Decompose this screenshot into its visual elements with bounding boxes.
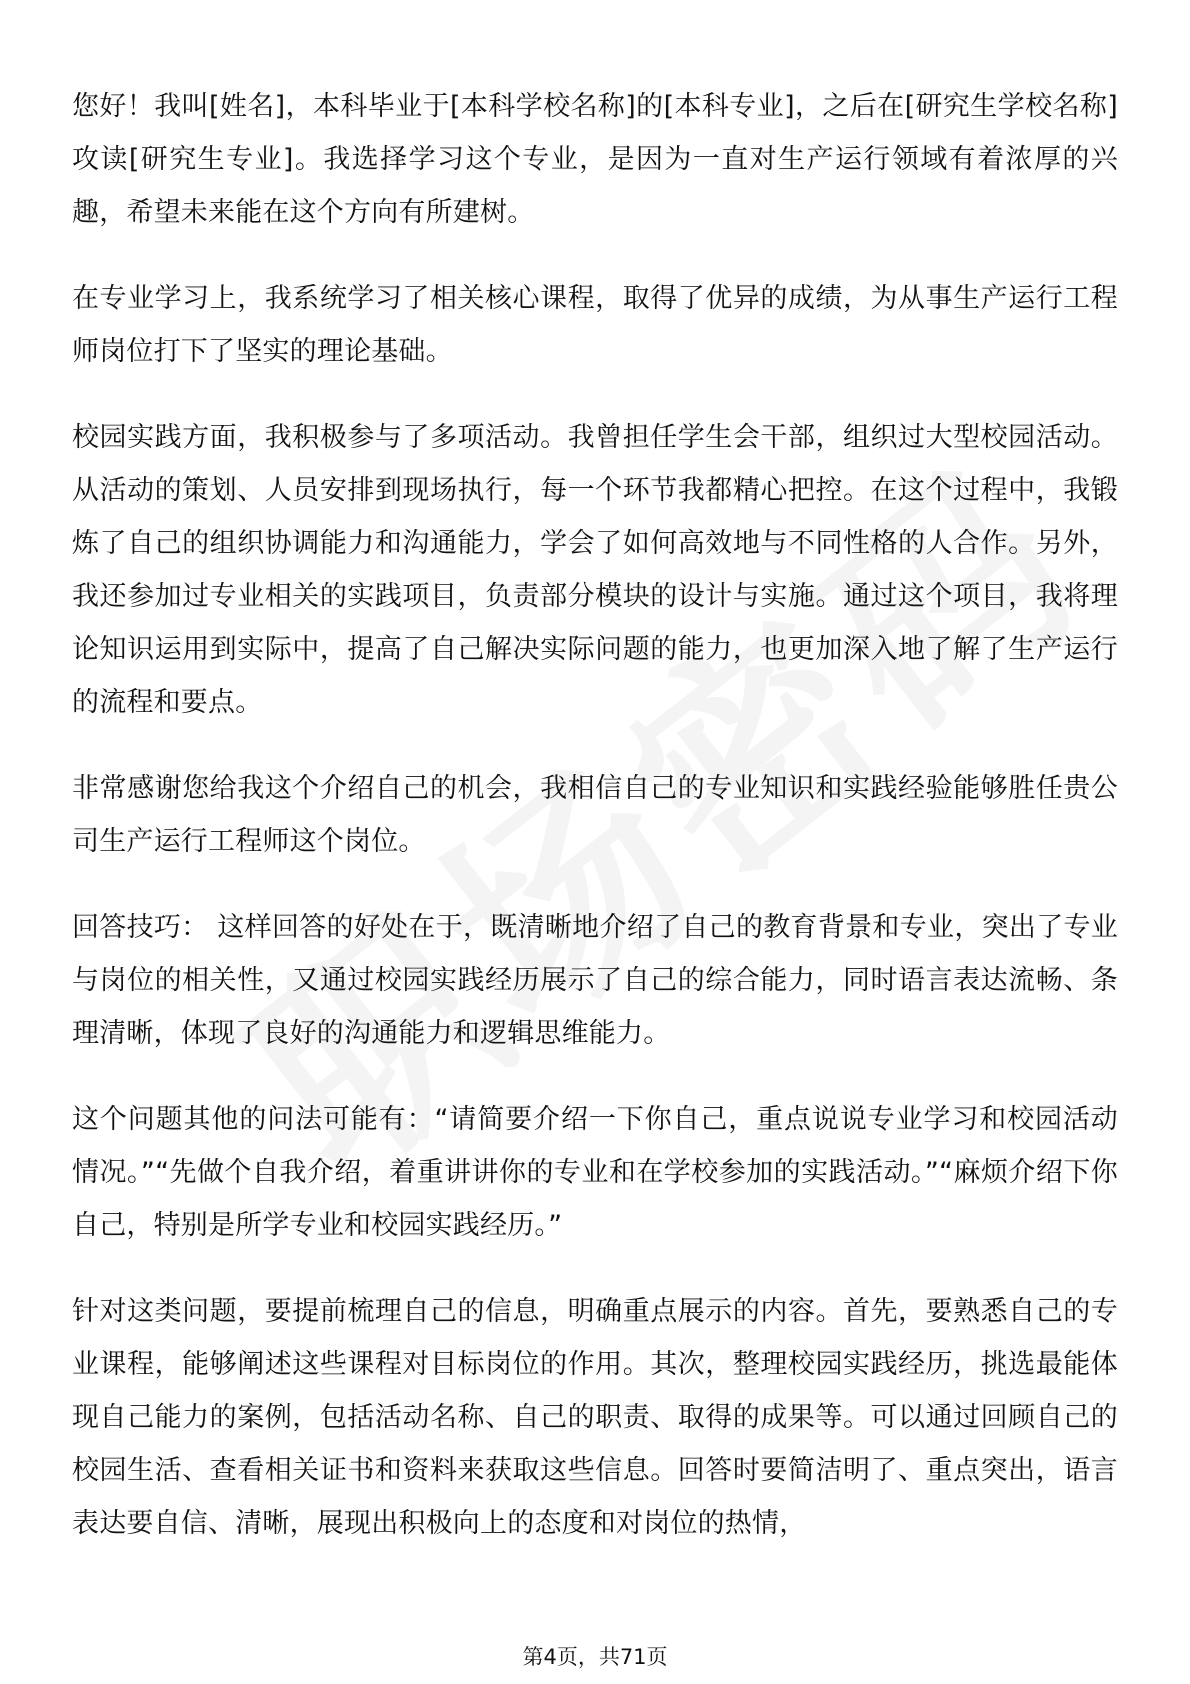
paragraph-closing-thanks: 非常感谢您给我这个介绍自己的机会，我相信自己的专业知识和实践经验能够胜任贵公司生产运行工程师这个岗位。 bbox=[72, 773, 1118, 857]
page-number-footer: 第4页，共71页 bbox=[522, 1645, 668, 1669]
paragraph-answer-tips: 回答技巧： 这样回答的好处在于，既清晰地介绍了自己的教育背景和专业，突出了专业与岗位的相关性，又通过校园实践经历展示了自己的综合能力，同时语言表达流畅、条理清晰，体现了良好的沟通能力和逻辑思维能力。 bbox=[72, 912, 1118, 1049]
paragraph-professional-study: 在专业学习上，我系统学习了相关核心课程，取得了优异的成绩，为从事生产运行工程师岗位打下了坚实的理论基础。 bbox=[72, 283, 1118, 367]
paragraph-self-introduction: 您好！我叫[姓名]，本科毕业于[本科学校名称]的[本科专业]，之后在[研究生学校名称]攻读[研究生专业]。我选择学习这个专业，是因为一直对生产运行领域有着浓厚的兴趣，希望未来能在这个方向有所建树。 bbox=[72, 91, 1118, 228]
document-body bbox=[72, 80, 1118, 1583]
paragraph-preparation-advice: 针对这类问题，要提前梳理自己的信息，明确重点展示的内容。首先，要熟悉自己的专业课程，能够阐述这些课程对目标岗位的作用。其次，整理校园实践经历，挑选最能体现自己能力的案例，包括活动名称、自己的职责、取得的成果等。可以通过回顾自己的校园生活、查看相关证书和资料来获取这些信息。回答时要简洁明了、重点突出，语言表达要自信、清晰，展现出积极向上的态度和对岗位的热情， bbox=[72, 1296, 1118, 1539]
paragraph-alternative-questions: 这个问题其他的问法可能有：“请简要介绍一下你自己，重点说说专业学习和校园活动情况。”“先做个自我介绍，着重讲讲你的专业和在学校参加的实践活动。”“麻烦介绍下你自己，特别是所学专业和校园实践经历。” bbox=[72, 1104, 1118, 1241]
paragraph-campus-practice: 校园实践方面，我积极参与了多项活动。我曾担任学生会干部，组织过大型校园活动。从活动的策划、人员安排到现场执行，每一个环节我都精心把控。在这个过程中，我锻炼了自己的组织协调能力和沟通能力，学会了如何高效地与不同性格的人合作。另外，我还参加过专业相关的实践项目，负责部分模块的设计与实施。通过这个项目，我将理论知识运用到实际中，提高了自己解决实际问题的能力，也更加深入地了解了生产运行的流程和要点。 bbox=[72, 422, 1118, 718]
